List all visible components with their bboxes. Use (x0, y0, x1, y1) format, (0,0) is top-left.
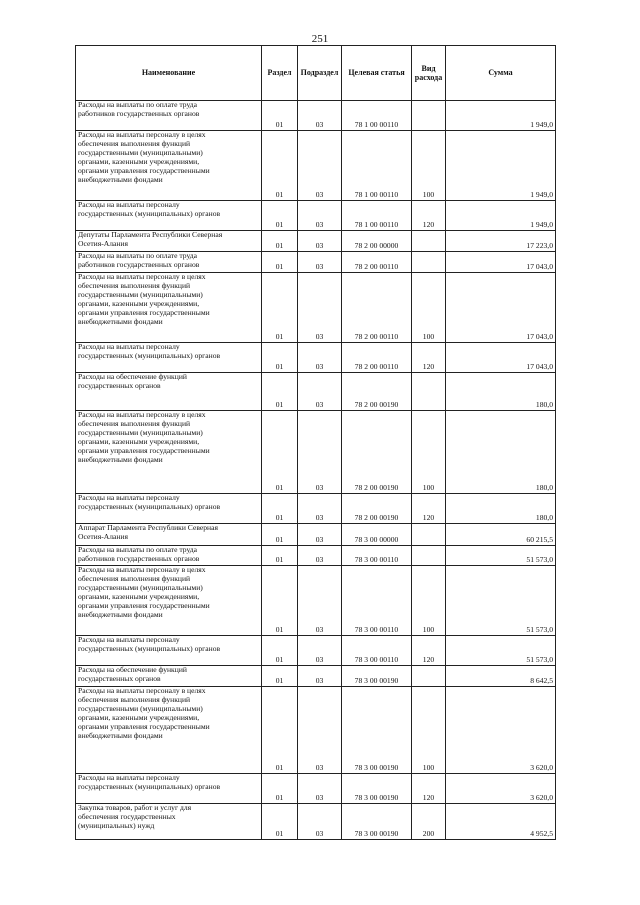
table-row (76, 101, 556, 131)
row-section: 01 (262, 201, 298, 231)
row-expense-type (412, 101, 446, 131)
row-amount: 17 223,0 (446, 231, 556, 252)
row-subsection: 03 (298, 666, 342, 687)
table-row (76, 774, 556, 804)
row-subsection: 03 (298, 252, 342, 273)
table-row (76, 546, 556, 566)
row-name: Расходы на выплаты по оплате труда работников государственных органов (76, 252, 262, 273)
row-amount: 17 043,0 (446, 343, 556, 373)
row-expense-type: 120 (412, 636, 446, 666)
row-name: Закупка товаров, работ и услуг для обеспечения государственных (муниципальных) нужд (76, 804, 262, 840)
row-amount: 17 043,0 (446, 273, 556, 343)
table-row (76, 524, 556, 546)
table-row (76, 494, 556, 524)
row-section: 01 (262, 804, 298, 840)
row-subsection: 03 (298, 131, 342, 201)
row-name: Расходы на выплаты по оплате труда работников государственных органов (76, 101, 262, 131)
row-amount: 60 215,5 (446, 524, 556, 546)
row-subsection: 03 (298, 411, 342, 494)
row-name: Расходы на выплаты персоналу государственных (муниципальных) органов (76, 774, 262, 804)
row-target: 78 3 00 00190 (342, 687, 412, 774)
row-name: Расходы на выплаты персоналу в целях обеспечения выполнения функций государственными (муниципальными) органами, казенными учреждениями, органами управления государственными внебюджетными фондами (76, 687, 262, 774)
row-expense-type (412, 546, 446, 566)
row-target: 78 2 00 00110 (342, 252, 412, 273)
row-section: 01 (262, 546, 298, 566)
row-subsection: 03 (298, 373, 342, 411)
row-expense-type: 200 (412, 804, 446, 840)
row-target: 78 3 00 00000 (342, 524, 412, 546)
row-subsection: 03 (298, 494, 342, 524)
table-row (76, 343, 556, 373)
row-section: 01 (262, 252, 298, 273)
table-row (76, 252, 556, 273)
row-section: 01 (262, 231, 298, 252)
row-subsection: 03 (298, 804, 342, 840)
row-section: 01 (262, 774, 298, 804)
table-row (76, 636, 556, 666)
table-row (76, 131, 556, 201)
row-amount: 1 949,0 (446, 101, 556, 131)
row-name: Расходы на выплаты персоналу государственных (муниципальных) органов (76, 494, 262, 524)
row-name: Расходы на обеспечение функций государственных органов (76, 373, 262, 411)
table-row (76, 231, 556, 252)
table-row (76, 411, 556, 494)
row-amount: 180,0 (446, 373, 556, 411)
page-number: 251 (311, 33, 329, 45)
row-target: 78 2 00 00000 (342, 231, 412, 252)
row-section: 01 (262, 131, 298, 201)
row-section: 01 (262, 101, 298, 131)
row-section: 01 (262, 666, 298, 687)
row-amount: 3 620,0 (446, 774, 556, 804)
row-section: 01 (262, 273, 298, 343)
row-target: 78 3 00 00110 (342, 636, 412, 666)
row-name: Расходы на выплаты персоналу в целях обеспечения выполнения функций государственными (муниципальными) органами, казенными учреждениями, органами управления государственными внебюджетными фондами (76, 411, 262, 494)
row-subsection: 03 (298, 101, 342, 131)
row-name: Аппарат Парламента Республики Северная Осетия-Алания (76, 524, 262, 546)
row-subsection: 03 (298, 687, 342, 774)
row-name: Депутаты Парламента Республики Северная Осетия-Алания (76, 231, 262, 252)
row-section: 01 (262, 343, 298, 373)
row-amount: 8 642,5 (446, 666, 556, 687)
row-target: 78 3 00 00190 (342, 666, 412, 687)
row-name: Расходы на выплаты по оплате труда работников государственных органов (76, 546, 262, 566)
row-section: 01 (262, 494, 298, 524)
row-expense-type: 120 (412, 343, 446, 373)
row-subsection: 03 (298, 566, 342, 636)
row-amount: 17 043,0 (446, 252, 556, 273)
row-expense-type (412, 524, 446, 546)
header-expense-type-line1: Вид (421, 63, 436, 73)
row-target: 78 2 00 00190 (342, 411, 412, 494)
row-target: 78 3 00 00110 (342, 546, 412, 566)
header-section: Раздел (262, 46, 298, 101)
table-row (76, 804, 556, 840)
row-section: 01 (262, 524, 298, 546)
row-name: Расходы на выплаты персоналу государственных (муниципальных) органов (76, 343, 262, 373)
row-subsection: 03 (298, 774, 342, 804)
row-target: 78 3 00 00190 (342, 804, 412, 840)
row-expense-type: 100 (412, 131, 446, 201)
row-amount: 3 620,0 (446, 687, 556, 774)
row-expense-type (412, 373, 446, 411)
row-target: 78 3 00 00110 (342, 566, 412, 636)
row-expense-type: 120 (412, 494, 446, 524)
row-subsection: 03 (298, 201, 342, 231)
row-amount: 1 949,0 (446, 131, 556, 201)
row-section: 01 (262, 636, 298, 666)
row-subsection: 03 (298, 546, 342, 566)
header-expense-type (412, 46, 446, 101)
header-subsection: Подраздел (298, 46, 342, 101)
row-name: Расходы на выплаты персоналу в целях обеспечения выполнения функций государственными (муниципальными) органами, казенными учреждениями, органами управления государственными внебюджетными фондами (76, 273, 262, 343)
row-name: Расходы на выплаты персоналу в целях обеспечения выполнения функций государственными (муниципальными) органами, казенными учреждениями, органами управления государственными внебюджетными фондами (76, 131, 262, 201)
row-expense-type (412, 252, 446, 273)
table-row (76, 687, 556, 774)
row-name: Расходы на выплаты персоналу государственных (муниципальных) органов (76, 201, 262, 231)
row-subsection: 03 (298, 343, 342, 373)
table-header-row (76, 46, 556, 101)
table-row (76, 373, 556, 411)
row-amount: 1 949,0 (446, 201, 556, 231)
budget-table (75, 45, 556, 840)
row-subsection: 03 (298, 524, 342, 546)
row-target: 78 1 00 00110 (342, 101, 412, 131)
row-name: Расходы на выплаты персоналу государственных (муниципальных) органов (76, 636, 262, 666)
header-expense-type-line2: расхода (414, 73, 443, 82)
row-amount: 180,0 (446, 411, 556, 494)
row-amount: 51 573,0 (446, 566, 556, 636)
row-subsection: 03 (298, 636, 342, 666)
row-section: 01 (262, 566, 298, 636)
row-amount: 51 573,0 (446, 546, 556, 566)
table-row (76, 273, 556, 343)
row-subsection: 03 (298, 231, 342, 252)
row-name: Расходы на выплаты персоналу в целях обеспечения выполнения функций государственными (муниципальными) органами, казенными учреждениями, органами управления государственными внебюджетными фондами (76, 566, 262, 636)
header-amount: Сумма (446, 46, 556, 101)
row-expense-type: 120 (412, 774, 446, 804)
row-expense-type: 100 (412, 687, 446, 774)
row-expense-type: 100 (412, 411, 446, 494)
row-subsection: 03 (298, 273, 342, 343)
row-expense-type: 100 (412, 566, 446, 636)
row-expense-type (412, 231, 446, 252)
row-target: 78 1 00 00110 (342, 131, 412, 201)
table-row (76, 666, 556, 687)
row-target: 78 2 00 00190 (342, 373, 412, 411)
table-row (76, 566, 556, 636)
row-amount: 51 573,0 (446, 636, 556, 666)
row-target: 78 1 00 00110 (342, 201, 412, 231)
row-target: 78 2 00 00190 (342, 494, 412, 524)
row-name: Расходы на обеспечение функций государственных органов (76, 666, 262, 687)
row-expense-type: 100 (412, 273, 446, 343)
row-target: 78 2 00 00110 (342, 343, 412, 373)
row-target: 78 2 00 00110 (342, 273, 412, 343)
header-target: Целевая статья (342, 46, 412, 101)
row-expense-type: 120 (412, 201, 446, 231)
row-amount: 180,0 (446, 494, 556, 524)
row-section: 01 (262, 687, 298, 774)
row-expense-type (412, 666, 446, 687)
row-section: 01 (262, 411, 298, 494)
header-name: Наименование (76, 46, 262, 101)
row-target: 78 3 00 00190 (342, 774, 412, 804)
table-row (76, 201, 556, 231)
row-amount: 4 952,5 (446, 804, 556, 840)
row-section: 01 (262, 373, 298, 411)
